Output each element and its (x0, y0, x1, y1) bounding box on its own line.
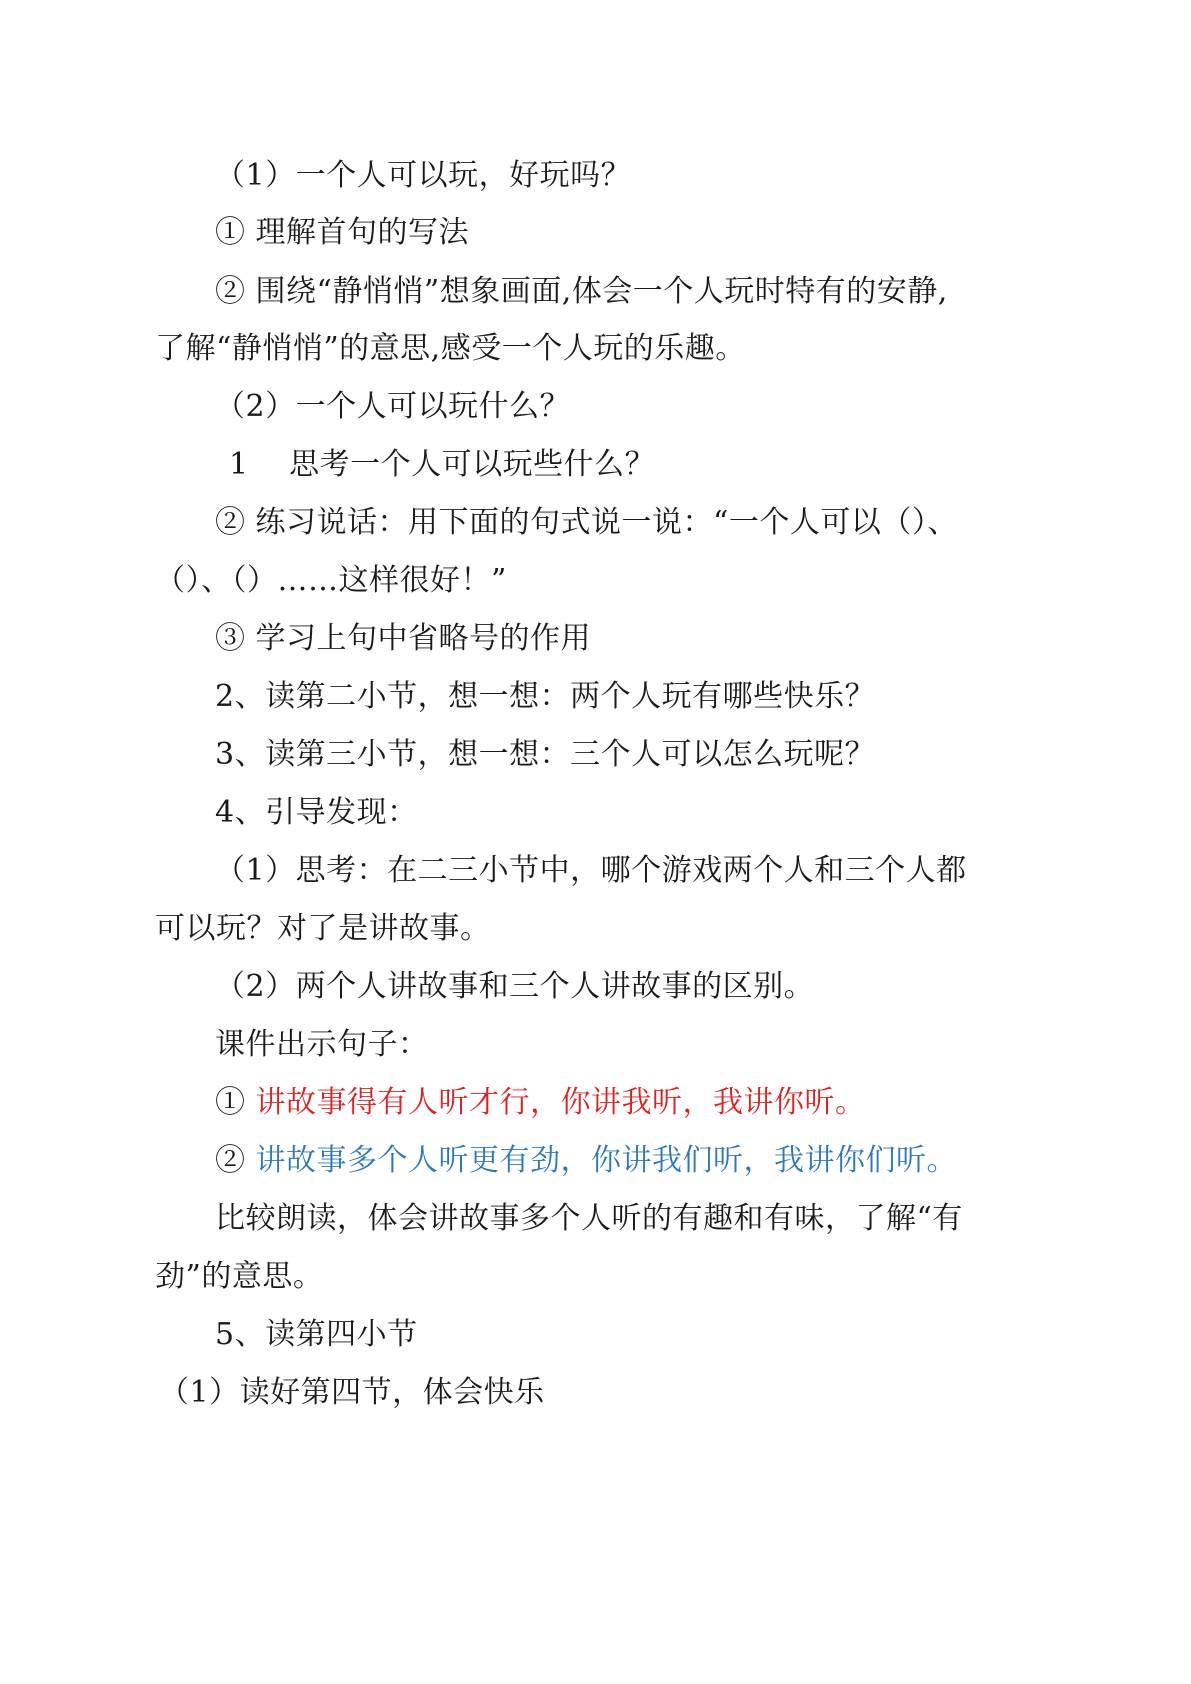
text-line: （2）两个人讲故事和三个人讲故事的区别。 (215, 969, 815, 1004)
text-line: （1）思考：在二三小节中，哪个游戏两个人和三个人都 (215, 853, 967, 888)
red-sentence: 讲故事得有人听才行，你讲我听，我讲你听。 (255, 1085, 866, 1120)
text-line: ① 理解首句的写法 (215, 215, 470, 250)
blue-sentence-line (215, 1141, 957, 1181)
text-line: （）、（）……这样很好！” (155, 563, 507, 598)
text-line: 课件出示句子： (215, 1027, 429, 1062)
text-line: 2、读第二小节，想一想：两个人玩有哪些快乐？ (215, 679, 876, 714)
text-line: 3、读第三小节，想一想：三个人可以怎么玩呢？ (215, 737, 876, 772)
text-line: 劲”的意思。 (155, 1259, 324, 1294)
text-line: ② 围绕“静悄悄”想象画面,体会一个人玩时特有的安静, (215, 274, 948, 309)
text-line: （1）一个人可以玩，好玩吗？ (215, 158, 632, 193)
text-line: 了解“静悄悄”的意思,感受一个人玩的乐趣。 (155, 331, 746, 366)
text-line: 可以玩？对了是讲故事。 (155, 911, 491, 946)
text-line: ② 练习说话：用下面的句式说一说：“一个人可以（）、 (215, 505, 958, 540)
circled-number: ① (215, 1085, 246, 1120)
text-line: （1）读好第四节，体会快乐 (159, 1375, 545, 1410)
text-line: 4、引导发现： (215, 795, 418, 830)
blue-sentence: 讲故事多个人听更有劲，你讲我们听，我讲你们听。 (255, 1143, 958, 1178)
circled-number: ② (215, 1143, 246, 1178)
text-line: （2）一个人可以玩什么？ (215, 389, 571, 424)
text-line: 比较朗读，体会讲故事多个人听的有趣和有味，了解“有 (215, 1201, 963, 1236)
text-line: 5、读第四小节 (215, 1317, 418, 1352)
red-sentence-line (215, 1083, 866, 1123)
text-line: 1 思考一个人可以玩些什么？ (229, 447, 656, 482)
text-line: ③ 学习上句中省略号的作用 (215, 621, 592, 656)
